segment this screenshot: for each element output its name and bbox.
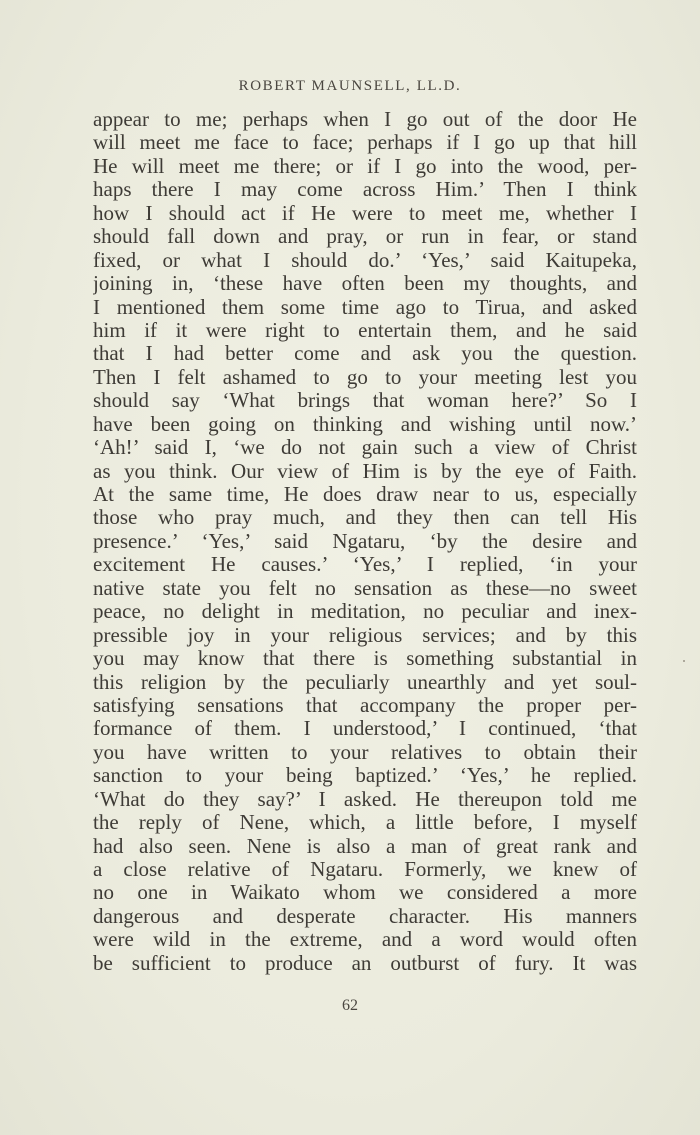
text-line: peace, no delight in meditation, no peculiar and inex- xyxy=(93,600,637,624)
text-line: no one in Waikato whom we considered a more xyxy=(93,881,637,905)
paper-speck xyxy=(683,660,685,662)
text-line: should say ‘What brings that woman here?’ So I xyxy=(93,389,637,413)
text-line: joining in, ‘these have often been my thoughts, and xyxy=(93,272,637,296)
text-line: pressible joy in your religious services; and by this xyxy=(93,623,637,647)
text-line: ‘Ah!’ said I, ‘we do not gain such a view of Christ xyxy=(93,436,637,460)
text-line: ‘What do they say?’ I asked. He thereupon told me xyxy=(93,787,637,811)
text-line: him if it were right to entertain them, and he said xyxy=(93,318,637,342)
text-line: He will meet me there; or if I go into the wood, per- xyxy=(93,154,637,178)
text-line: presence.’ ‘Yes,’ said Ngataru, ‘by the desire and xyxy=(93,529,637,553)
text-line: I mentioned them some time ago to Tirua, and asked xyxy=(93,295,637,319)
text-line: fixed, or what I should do.’ ‘Yes,’ said Kaitupeka, xyxy=(93,248,637,272)
text-line: excitement He causes.’ ‘Yes,’ I replied, ‘in your xyxy=(93,553,637,577)
text-line: had also seen. Nene is also a man of great rank and xyxy=(93,834,637,858)
text-line: be sufficient to produce an outburst of fury. It was xyxy=(93,951,637,975)
text-line: native state you felt no sensation as these—no sweet xyxy=(93,576,637,600)
text-line: formance of them. I understood,’ I continued, ‘that xyxy=(93,717,637,741)
text-line: you have written to your relatives to obtain their xyxy=(93,740,637,764)
text-line: haps there I may come across Him.’ Then I think xyxy=(93,178,637,202)
text-line: sanction to your being baptized.’ ‘Yes,’ he replied. xyxy=(93,764,637,788)
page-number: 62 xyxy=(342,997,358,1014)
text-line: as you think. Our view of Him is by the eye of Faith. xyxy=(93,459,637,483)
text-line: should fall down and pray, or run in fear, or stand xyxy=(93,225,637,249)
text-line: the reply of Nene, which, a little before, I myself xyxy=(93,811,637,835)
text-line: were wild in the extreme, and a word would often xyxy=(93,928,637,952)
text-line: those who pray much, and they then can tell His xyxy=(93,506,637,530)
text-line: will meet me face to face; perhaps if I go up that hill xyxy=(93,131,637,155)
text-line: you may know that there is something substantial in xyxy=(93,647,637,671)
text-line: Then I felt ashamed to go to your meeting lest you xyxy=(93,365,637,389)
text-line: At the same time, He does draw near to us, especially xyxy=(93,483,637,506)
text-line: how I should act if He were to meet me, whether I xyxy=(93,201,637,225)
body-text xyxy=(93,108,637,975)
text-line: satisfying sensations that accompany the proper per- xyxy=(93,693,637,717)
running-head: ROBERT MAUNSELL, LL.D. xyxy=(238,78,462,94)
text-line: a close relative of Ngataru. Formerly, we knew of xyxy=(93,858,637,881)
text-line: this religion by the peculiarly unearthly and yet soul- xyxy=(93,670,637,694)
text-line: appear to me; perhaps when I go out of the door He xyxy=(93,108,637,131)
text-line: have been going on thinking and wishing until now.’ xyxy=(93,412,637,436)
text-line: that I had better come and ask you the question. xyxy=(93,342,637,366)
text-line: dangerous and desperate character. His manners xyxy=(93,904,637,928)
